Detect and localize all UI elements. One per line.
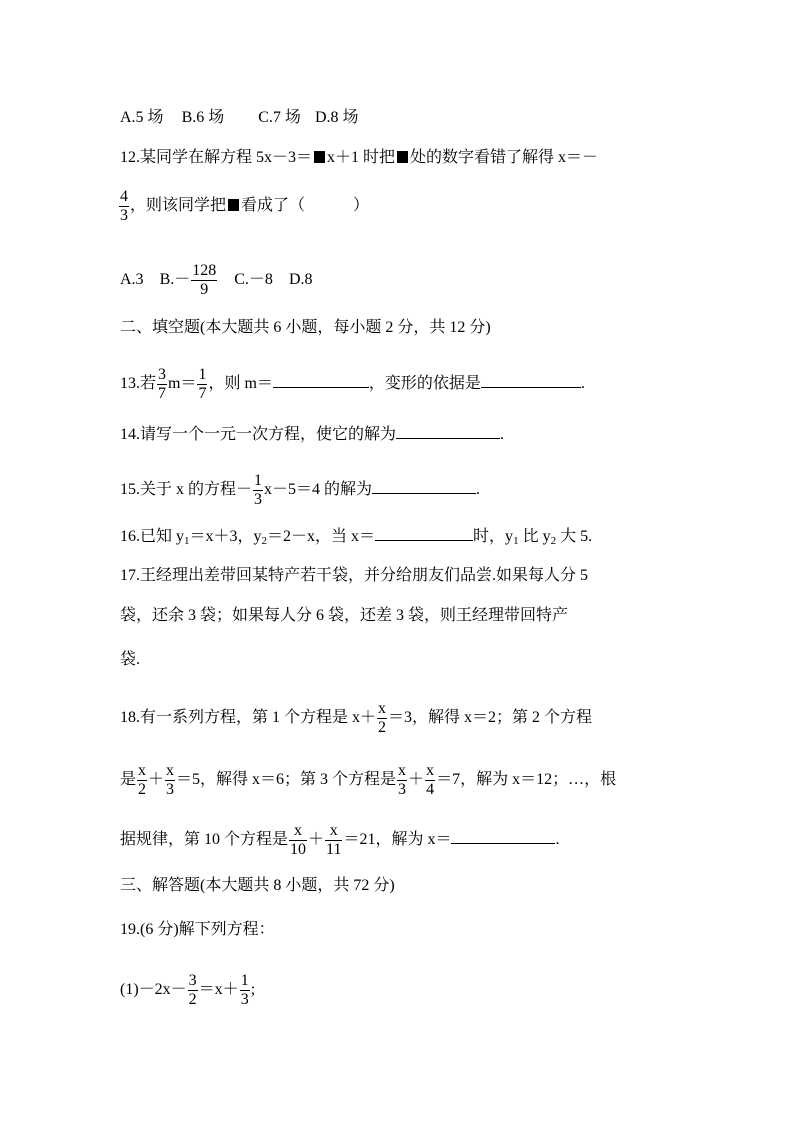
fraction: $\frac{128}{9}$ xyxy=(192,262,217,298)
q16-line: 16.已知 $y_1=x+3$，$y_2=2-x$，当 x＝ 时，$y_1$ 比 $y_2$ 大 5. xyxy=(120,524,592,551)
q12-text: 处的数字看错了解得 x＝－ xyxy=(410,149,599,166)
q12-option-d: D.8 xyxy=(288,271,313,289)
fraction: $\frac{x}{4}$ xyxy=(426,762,435,798)
q15-line: 15.关于 x 的方程－ $\frac{1}{3}$ x－5＝4 的解为 . xyxy=(120,472,481,508)
q12-text: ，则该同学把 xyxy=(130,197,227,215)
fraction: $\frac{x}{3}$ xyxy=(166,762,175,798)
q19-part1: (1)－2x－ $\frac{3}{2}$ ＝x＋ $\frac{1}{3}$ ; xyxy=(120,972,256,1008)
fraction: $\frac{x}{11}$ xyxy=(326,822,342,858)
fraction: $\frac{1}{3}$ xyxy=(254,472,263,508)
q17-line2: 袋，还余 3 袋；如果每人分 6 袋，还差 3 袋，则王经理带回特产 xyxy=(120,607,569,624)
q12-options xyxy=(120,262,313,299)
q12-line2 xyxy=(118,188,369,225)
q11-options xyxy=(120,108,359,128)
q17-line3: 袋. xyxy=(120,651,141,668)
q19-title: 19.(6 分)解下列方程： xyxy=(120,921,275,938)
q12-option-a: A.3 xyxy=(120,271,144,289)
q18-line2: 是 $\frac{x}{2}$ ＋ $\frac{x}{3}$ ＝5，解得 x＝6；第 3 个方程是 $\frac{x}{3}$ ＋ $\frac{x}{4}$ ＝7，解为 x＝12；…，根 xyxy=(120,762,617,798)
fraction: $\frac{3}{7}$ xyxy=(158,366,167,402)
fraction: $\frac{x}{10}$ xyxy=(290,822,307,858)
fraction: $\frac{1}{7}$ xyxy=(198,366,207,402)
q12-text: x＋1 时把 xyxy=(327,149,396,166)
q11-option-b: B.6 场 xyxy=(181,109,225,126)
fraction: $\frac{x}{3}$ xyxy=(398,762,407,798)
answer-blank[interactable] xyxy=(396,422,500,439)
q12-option-b: B.－ $\frac{128}{9}$ xyxy=(159,262,217,298)
black-square-icon xyxy=(397,151,408,163)
fraction: $\frac{4}{3}$ xyxy=(120,188,128,224)
q12-line1 xyxy=(120,148,598,168)
section-2-title: 二、填空题(本大题共 6 小题，每小题 2 分，共 12 分) xyxy=(120,319,491,336)
q18-line1: 18.有一系列方程，第 1 个方程是 x＋ $\frac{x}{2}$ ＝3，解得 x＝2；第 2 个方程 xyxy=(120,700,593,736)
black-square-icon xyxy=(314,151,325,163)
answer-blank[interactable] xyxy=(375,524,473,541)
fraction: $\frac{x}{2}$ xyxy=(138,762,147,798)
section-3-title: 三、解答题(本大题共 8 小题，共 72 分) xyxy=(120,877,395,894)
q13-line: 13.若 $\frac{3}{7}$ m＝ $\frac{1}{7}$ ，则 m＝ ，变形的依据是 . xyxy=(120,366,585,402)
answer-blank[interactable] xyxy=(273,371,369,388)
fraction: $\frac{3}{2}$ xyxy=(188,972,197,1008)
answer-blank[interactable] xyxy=(481,371,581,388)
fraction: $\frac{1}{3}$ xyxy=(240,972,249,1008)
q11-option-c: C.7 场 xyxy=(258,109,301,126)
q11-option-d: D.8 场 xyxy=(314,109,359,126)
answer-blank[interactable] xyxy=(372,477,476,494)
q12-option-c: C.－8 xyxy=(234,271,273,289)
q14-line: 14.请写一个一元一次方程，使它的解为 . xyxy=(120,422,504,445)
answer-blank[interactable] xyxy=(451,827,555,844)
fraction: $\frac{x}{2}$ xyxy=(378,700,387,736)
q12-text: 12.某同学在解方程 5x－3＝ xyxy=(120,149,313,166)
black-square-icon xyxy=(228,199,239,211)
q11-option-a: A.5 场 xyxy=(120,109,164,126)
q12-text: 看成了（ ） xyxy=(241,197,370,215)
q18-line3: 据规律，第 10 个方程是 $\frac{x}{10}$ ＋ $\frac{x}{11}$ ＝21，解为 x＝ . xyxy=(120,822,560,858)
q17-line1: 17.王经理出差带回某特产若干袋，并分给朋友们品尝.如果每人分 5 xyxy=(120,567,589,584)
